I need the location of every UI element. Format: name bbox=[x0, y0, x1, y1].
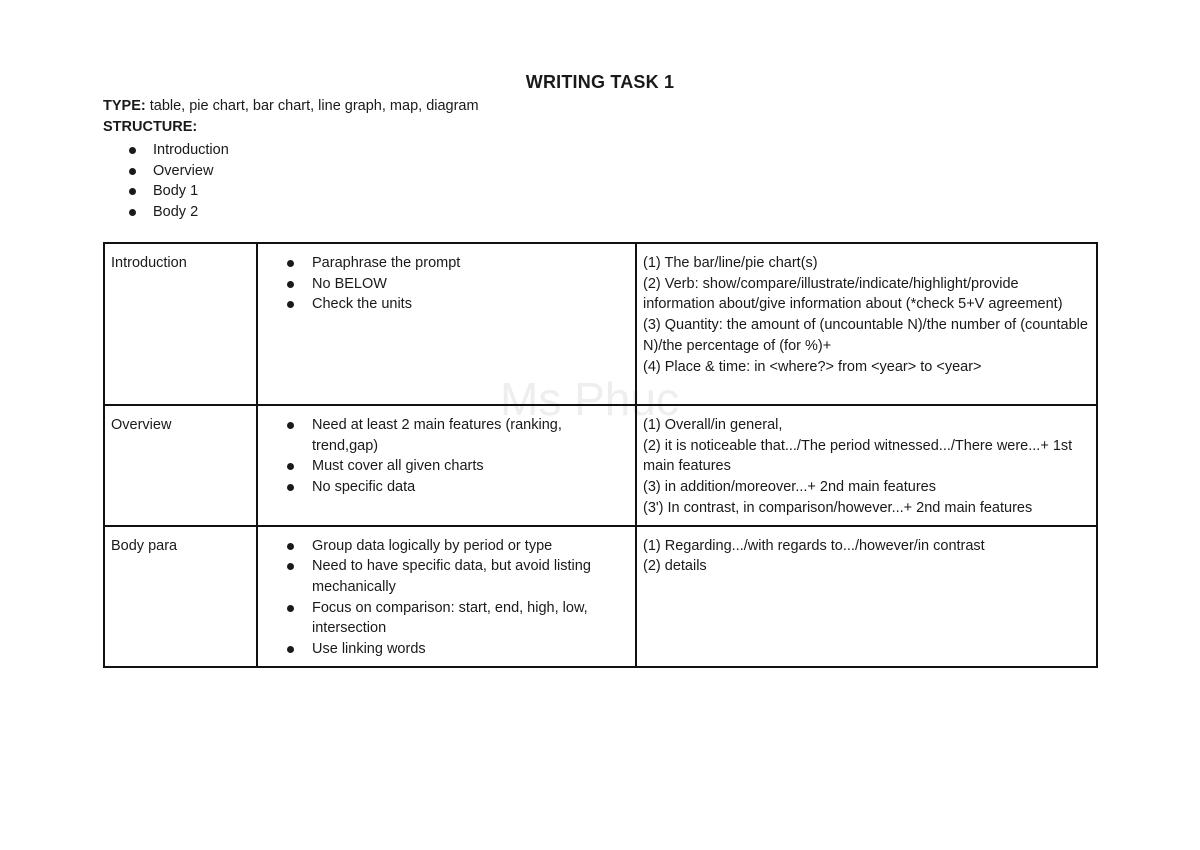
structure-list bbox=[126, 140, 229, 223]
phrase-line: (2) Verb: show/compare/illustrate/indicate/highlight/provide information about/give information about (*check 5+V agreement) bbox=[643, 275, 1063, 313]
phrases-cell bbox=[636, 405, 1097, 526]
type-label: TYPE: bbox=[103, 98, 146, 114]
phrase-line: (2) details bbox=[643, 558, 707, 575]
tips-list bbox=[264, 415, 629, 498]
tip-text: Need at least 2 main features (ranking, trend,gap) bbox=[312, 417, 562, 454]
bullet-icon bbox=[129, 209, 136, 216]
list-item bbox=[264, 415, 629, 456]
phrase-line: (3) Quantity: the amount of (uncountable N)/the number of (countable N)/the percentage of (for %)+ bbox=[643, 317, 1088, 354]
bullet-icon bbox=[129, 188, 136, 195]
bullet-icon bbox=[287, 605, 294, 612]
phrase-line: (1) Overall/in general, bbox=[643, 417, 783, 433]
phrases-cell bbox=[636, 526, 1097, 667]
tip-text: Group data logically by period or type bbox=[312, 537, 553, 554]
phrase-line: (4) Place & time: in <where?> from <year> to <year> bbox=[643, 358, 982, 375]
bullet-icon bbox=[129, 168, 136, 175]
tip-text: Paraphrase the prompt bbox=[312, 255, 461, 271]
section-cell: Body para bbox=[104, 526, 257, 667]
bullet-icon bbox=[287, 463, 294, 470]
list-item bbox=[264, 294, 629, 315]
list-item bbox=[264, 536, 629, 557]
section-cell: Overview bbox=[104, 405, 257, 526]
bullet-icon bbox=[287, 281, 294, 288]
list-item bbox=[264, 639, 629, 660]
bullet-icon bbox=[129, 147, 136, 154]
tip-text: Use linking words bbox=[312, 641, 426, 658]
tips-cell bbox=[257, 526, 636, 667]
table-row bbox=[104, 405, 1097, 526]
list-item-text: Body 1 bbox=[153, 183, 199, 200]
bullet-icon bbox=[287, 422, 294, 429]
tips-cell bbox=[257, 243, 636, 405]
bullet-icon bbox=[287, 484, 294, 491]
list-item bbox=[126, 181, 229, 202]
type-line bbox=[103, 98, 479, 114]
list-item bbox=[264, 477, 629, 498]
list-item bbox=[264, 274, 629, 295]
list-item bbox=[126, 202, 229, 223]
table-row bbox=[104, 243, 1097, 405]
page-title: WRITING TASK 1 bbox=[525, 72, 675, 92]
tips-list bbox=[264, 536, 629, 660]
list-item bbox=[126, 161, 229, 182]
phrase-line: (1) The bar/line/pie chart(s) bbox=[643, 255, 818, 271]
list-item-text: Introduction bbox=[153, 142, 229, 158]
phrases-cell bbox=[636, 243, 1097, 405]
phrase-line: (2) it is noticeable that.../The period witnessed.../There were...+ 1st main features bbox=[643, 437, 1073, 475]
tip-text: Must cover all given charts bbox=[312, 458, 484, 475]
tip-text: No specific data bbox=[312, 479, 416, 496]
structure-label: STRUCTURE: bbox=[103, 119, 198, 135]
phrase-line: (3') In contrast, in comparison/however...+ 2nd main features bbox=[643, 499, 1033, 516]
list-item bbox=[264, 598, 629, 639]
tips-cell bbox=[257, 405, 636, 526]
guide-table bbox=[103, 242, 1098, 668]
watermark: Ms Phuc bbox=[500, 373, 679, 425]
table-row bbox=[104, 526, 1097, 667]
list-item bbox=[264, 456, 629, 477]
bullet-icon bbox=[287, 260, 294, 267]
bullet-icon bbox=[287, 563, 294, 570]
list-item-text: Body 2 bbox=[153, 204, 199, 221]
phrase-line: (3) in addition/moreover...+ 2nd main features bbox=[643, 479, 936, 496]
list-item bbox=[264, 253, 629, 274]
list-item bbox=[264, 556, 629, 597]
list-item bbox=[126, 140, 229, 161]
tip-text: Focus on comparison: start, end, high, low, intersection bbox=[312, 599, 588, 637]
tip-text: No BELOW bbox=[312, 275, 387, 292]
list-item-text: Overview bbox=[153, 162, 214, 179]
phrase-line: (1) Regarding.../with regards to.../however/in contrast bbox=[643, 537, 985, 554]
tips-list bbox=[264, 253, 629, 315]
section-cell: Introduction bbox=[104, 243, 257, 405]
bullet-icon bbox=[287, 543, 294, 550]
bullet-icon bbox=[287, 646, 294, 653]
tip-text: Need to have specific data, but avoid listing mechanically bbox=[312, 558, 591, 595]
tip-text: Check the units bbox=[312, 296, 412, 313]
bullet-icon bbox=[287, 301, 294, 308]
type-value: table, pie chart, bar chart, line graph, map, diagram bbox=[145, 98, 479, 114]
